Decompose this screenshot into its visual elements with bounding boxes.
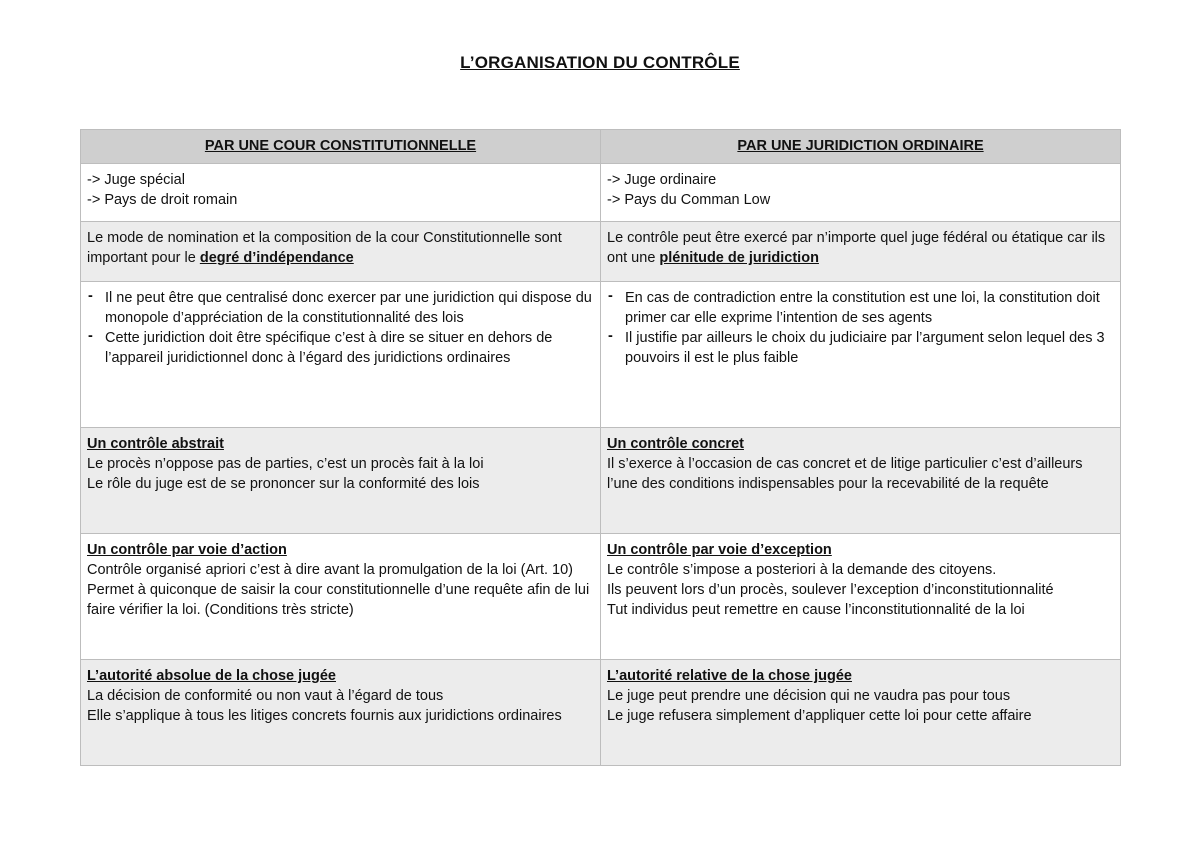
- list-item: - En cas de contradiction entre la constitution est une loi, la constitution doit primer car elle exprime l’intention de ses agents: [607, 288, 1114, 328]
- table-header-row: [81, 130, 1121, 164]
- table-row: [81, 164, 1121, 222]
- cell-line: Contrôle organisé apriori c’est à dire avant la promulgation de la loi (Art. 10): [87, 562, 573, 578]
- cell-right: [601, 282, 1121, 428]
- cell-left: [81, 428, 601, 534]
- cell-line: Le procès n’oppose pas de parties, c’est un procès fait à la loi: [87, 456, 484, 472]
- column-header-left: PAR UNE COUR CONSTITUTIONNELLE: [81, 130, 601, 164]
- cell-line: Tut individus peut remettre en cause l’inconstitutionnalité de la loi: [607, 602, 1025, 618]
- table-row: [81, 534, 1121, 660]
- cell-emphasis: degré d’indépendance: [199, 250, 354, 266]
- column-header-right: PAR UNE JURIDICTION ORDINAIRE: [601, 130, 1121, 164]
- cell-left: [81, 534, 601, 660]
- cell-text: Le mode de nomination et la composition de la cour Constitutionnelle sont important pour le: [87, 230, 562, 266]
- cell-heading: Un contrôle par voie d’action: [87, 542, 287, 558]
- cell-text: Le contrôle peut être exercé par n’importe quel juge fédéral ou étatique car ils ont une: [607, 230, 1106, 266]
- cell-line: Permet à quiconque de saisir la cour constitutionnelle d’une requête afin de lui faire vérifier la loi. (Conditions très stricte): [87, 582, 590, 618]
- cell-emphasis: plénitude de juridiction: [659, 250, 819, 266]
- cell-left: [81, 164, 601, 222]
- cell-heading: Un contrôle abstrait: [87, 436, 224, 452]
- table-row: [81, 222, 1121, 282]
- cell-line: Elle s’applique à tous les litiges concrets fournis aux juridictions ordinaires: [87, 708, 562, 724]
- cell-line: Le contrôle s’impose a posteriori à la demande des citoyens.: [607, 562, 997, 578]
- cell-left: [81, 222, 601, 282]
- cell-line: La décision de conformité ou non vaut à l’égard de tous: [87, 688, 444, 704]
- cell-left: [81, 282, 601, 428]
- cell-heading: L’autorité relative de la chose jugée: [607, 668, 852, 684]
- list-item: - Cette juridiction doit être spécifique c’est à dire se situer en dehors de l’appareil juridictionnel donc à l’égard des juridictions ordinaires: [87, 328, 594, 368]
- cell-right: [601, 164, 1121, 222]
- dash-list: [87, 288, 594, 368]
- page-title: L’ORGANISATION DU CONTRÔLE: [460, 53, 740, 72]
- cell-line: Il s’exerce à l’occasion de cas concret et de litige particulier c’est d’ailleurs l’une des conditions indispensables pour la recevabilité de la requête: [607, 456, 1083, 492]
- cell-line: -> Juge ordinaire: [607, 172, 717, 188]
- cell-line: Le juge peut prendre une décision qui ne vaudra pas pour tous: [607, 688, 1011, 704]
- cell-left: [81, 660, 601, 766]
- dash-list: [607, 288, 1114, 368]
- cell-line: Ils peuvent lors d’un procès, soulever l’exception d’inconstitutionnalité: [607, 582, 1054, 598]
- cell-line: Le rôle du juge est de se prononcer sur la conformité des lois: [87, 476, 480, 492]
- cell-heading: Un contrôle concret: [607, 436, 744, 452]
- cell-line: -> Pays de droit romain: [87, 192, 238, 208]
- list-item: - Il justifie par ailleurs le choix du judiciaire par l’argument selon lequel des 3 pouvoirs il est le plus faible: [607, 328, 1114, 368]
- cell-right: [601, 428, 1121, 534]
- cell-line: -> Pays du Comman Low: [607, 192, 771, 208]
- table-row: [81, 282, 1121, 428]
- cell-right: [601, 534, 1121, 660]
- cell-line: -> Juge spécial: [87, 172, 185, 188]
- cell-line: Le juge refusera simplement d’appliquer cette loi pour cette affaire: [607, 708, 1032, 724]
- cell-heading: L’autorité absolue de la chose jugée: [87, 668, 336, 684]
- cell-right: [601, 660, 1121, 766]
- cell-heading: Un contrôle par voie d’exception: [607, 542, 832, 558]
- list-item: - Il ne peut être que centralisé donc exercer par une juridiction qui dispose du monopole d’appréciation de la constitutionnalité des lois: [87, 288, 594, 328]
- comparison-table: [80, 129, 1121, 766]
- cell-right: [601, 222, 1121, 282]
- table-row: [81, 428, 1121, 534]
- table-row: [81, 660, 1121, 766]
